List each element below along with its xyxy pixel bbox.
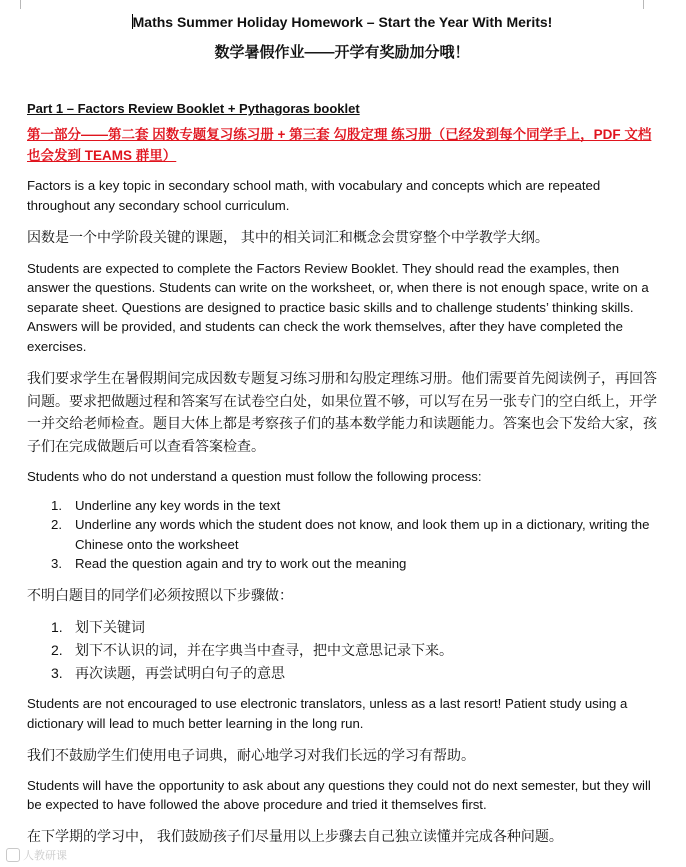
paragraph-translators-zh: 我们不鼓励学生们使用电子词典，耐心地学习对我们长远的学习有帮助。 (27, 747, 475, 763)
list-item: 2. Underline any words which the student does not know, and look them up in a dictionary, writing the Chinese onto the worksheet (51, 517, 650, 552)
paragraph-next-semester-en: Students will have the opportunity to ask about any questions they could not do next semester, but they will be expected to have followed the above procedure and tried it themselves first. (27, 777, 651, 812)
document-title-en: Maths Summer Holiday Homework – Start the Year With Merits! (132, 14, 553, 30)
steps-list-en (27, 496, 657, 574)
paragraph-expectations-zh: 我们要求学生在暑假期间完成因数专题复习练习册和勾股定理练习册。他们需要首先阅读例子，再回答问题。要求把做题过程和答案写在试卷空白处，如果位置不够，可以写在另一张专门的空白纸上，开学一并交给老师检查。题目大体上都是考察孩子们的基本数学能力和读题能力。答案也会下发给大家，孩子们在完成做题后可以查看答案检查。 (27, 370, 657, 454)
watermark: 人教研课 (6, 847, 67, 863)
paragraph-process-intro-zh: 不明白题目的同学们必须按照以下步骤做： (27, 586, 293, 603)
list-item: 3. Read the question again and try to work out the meaning (51, 556, 407, 571)
list-item: 3. 再次读题，再尝试明白句子的意思 (51, 665, 285, 681)
document-title-zh: 数学暑假作业——开学有奖励加分哦！ (214, 44, 470, 61)
paragraph-next-semester-zh: 在下学期的学习中， 我们鼓励孩子们尽量用以上步骤去自己独立读懂并完成各种问题。 (27, 827, 563, 844)
paragraph-translators-en: Students are not encouraged to use electronic translators, unless as a last resort! Patient study using a dictionary will lead to much better learning in the long run. (27, 696, 628, 731)
paragraph-expectations-en: Students are expected to complete the Factors Review Booklet. They should read the examples, then answer the questions. Students can write on the worksheet, or, when there is not enough space, write on a separate sheet. Questions are designed to practice basic skills and to challenge students’ thinking skills. Answers will be provided, and students can check the work themselves, after they have completed the exercises. (27, 260, 649, 354)
part1-heading-zh: 第一部分——第二套 因数专题复习练习册 + 第三套 勾股定理 练习册（已经发到每个同学手上，PDF 文档也会发到 TEAMS 群里） (27, 127, 652, 163)
paragraph-process-intro-en: Students who do not understand a question must follow the following process: (27, 469, 482, 484)
steps-list-zh (27, 616, 657, 685)
list-item: 2. 划下不认识的词，并在字典当中查寻，把中文意思记录下来。 (51, 642, 453, 658)
list-item: 1. Underline any key words in the text (51, 497, 281, 513)
watermark-logo-icon (6, 848, 20, 862)
paragraph-factors-intro-en: Factors is a key topic in secondary school math, with vocabulary and concepts which are repeated throughout any secondary school curriculum. (27, 178, 601, 213)
document-body[interactable] (27, 10, 657, 847)
list-item: 1. 划下关键词 (51, 619, 145, 635)
page-corner-mark (643, 0, 654, 9)
paragraph-factors-intro-zh: 因数是一个中学阶段关键的课题， 其中的相关词汇和概念会贯穿整个中学教学大纲。 (27, 229, 549, 245)
part1-heading-en: Part 1 – Factors Review Booklet + Pythagoras booklet (27, 101, 360, 116)
page-corner-mark (10, 0, 21, 9)
